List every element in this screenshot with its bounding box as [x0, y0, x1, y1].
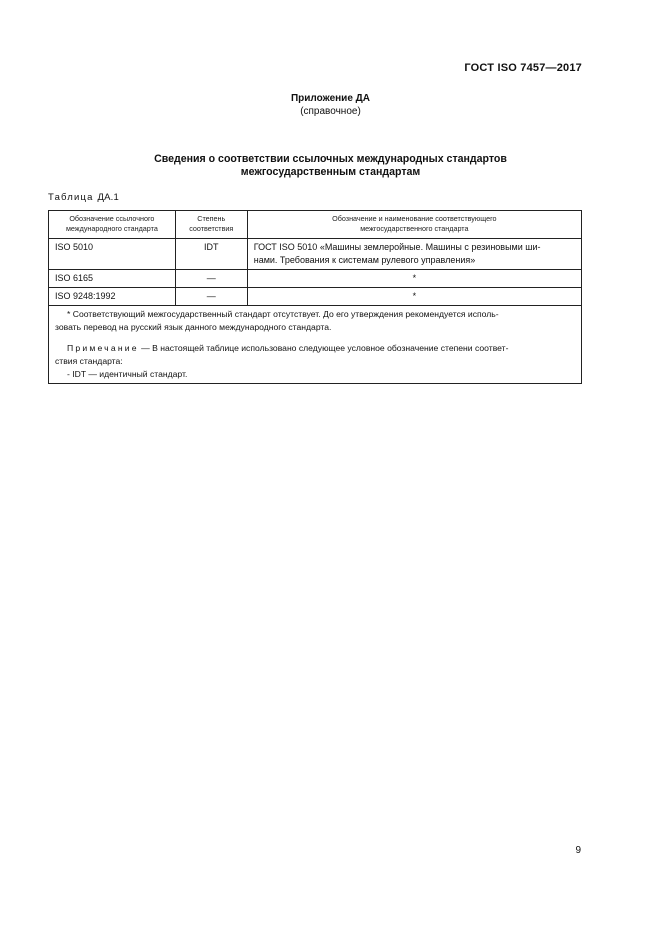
header-text: межгосударственного стандарта	[360, 224, 469, 233]
footnote-line: зовать перевод на русский язык данного международного стандарта.	[55, 322, 332, 332]
section-heading-line2: межгосударственным стандартам	[240, 166, 421, 178]
table-row	[49, 270, 582, 288]
cell-description-line: нами. Требования к системам рулевого управления»	[253, 255, 476, 265]
header-cell-degree	[175, 211, 247, 239]
page-number: 9	[575, 845, 581, 856]
cell-degree: —	[175, 270, 247, 288]
cell-designation: ISO 6165	[49, 270, 176, 288]
cell-description	[247, 239, 581, 270]
cell-designation: ISO 5010	[49, 239, 176, 270]
header-text: международного стандарта	[65, 224, 158, 233]
section-heading-line1: Сведения о соответствии ссылочных международных стандартов	[154, 153, 507, 165]
cell-degree: —	[175, 288, 247, 306]
note-word: Примечание	[67, 343, 139, 353]
document-standard-code: ГОСТ ISO 7457—2017	[464, 62, 582, 74]
header-text: соответствия	[189, 224, 234, 233]
table-row	[49, 239, 582, 270]
header-text: Степень	[197, 214, 226, 223]
section-heading	[0, 153, 661, 179]
cell-designation: ISO 9248:1992	[49, 288, 176, 306]
header-text: Обозначение и наименование соответствующего	[332, 214, 497, 223]
cell-description: *	[247, 270, 581, 288]
table-footer-row	[49, 306, 582, 384]
note-line: ствия стандарта:	[55, 356, 123, 366]
note-line	[55, 342, 575, 355]
header-cell-description	[247, 211, 581, 239]
note-text: — В настоящей таблице использовано следующее условное обозначение степени соответ-	[138, 343, 509, 353]
cell-degree: IDT	[175, 239, 247, 270]
note-line: - IDT — идентичный стандарт.	[67, 369, 188, 379]
table-header-row	[49, 211, 582, 239]
cell-description: *	[247, 288, 581, 306]
table-row	[49, 288, 582, 306]
table-label-word: Таблица	[48, 192, 94, 203]
header-text: Обозначение ссылочного	[69, 214, 155, 223]
cell-description-line: ГОСТ ISO 5010 «Машины землеройные. Машины с резиновыми ши-	[253, 242, 541, 252]
table-footnotes	[49, 306, 582, 384]
table-label	[48, 192, 119, 203]
reference-table	[48, 210, 582, 384]
annex-subtitle: (справочное)	[300, 106, 361, 117]
table-label-number: ДА.1	[97, 192, 119, 203]
annex-title: Приложение ДА	[290, 93, 371, 104]
footnote-line: * Соответствующий межгосударственный стандарт отсутствует. До его утверждения рекомендуется исполь-	[67, 309, 499, 319]
header-cell-designation	[49, 211, 176, 239]
